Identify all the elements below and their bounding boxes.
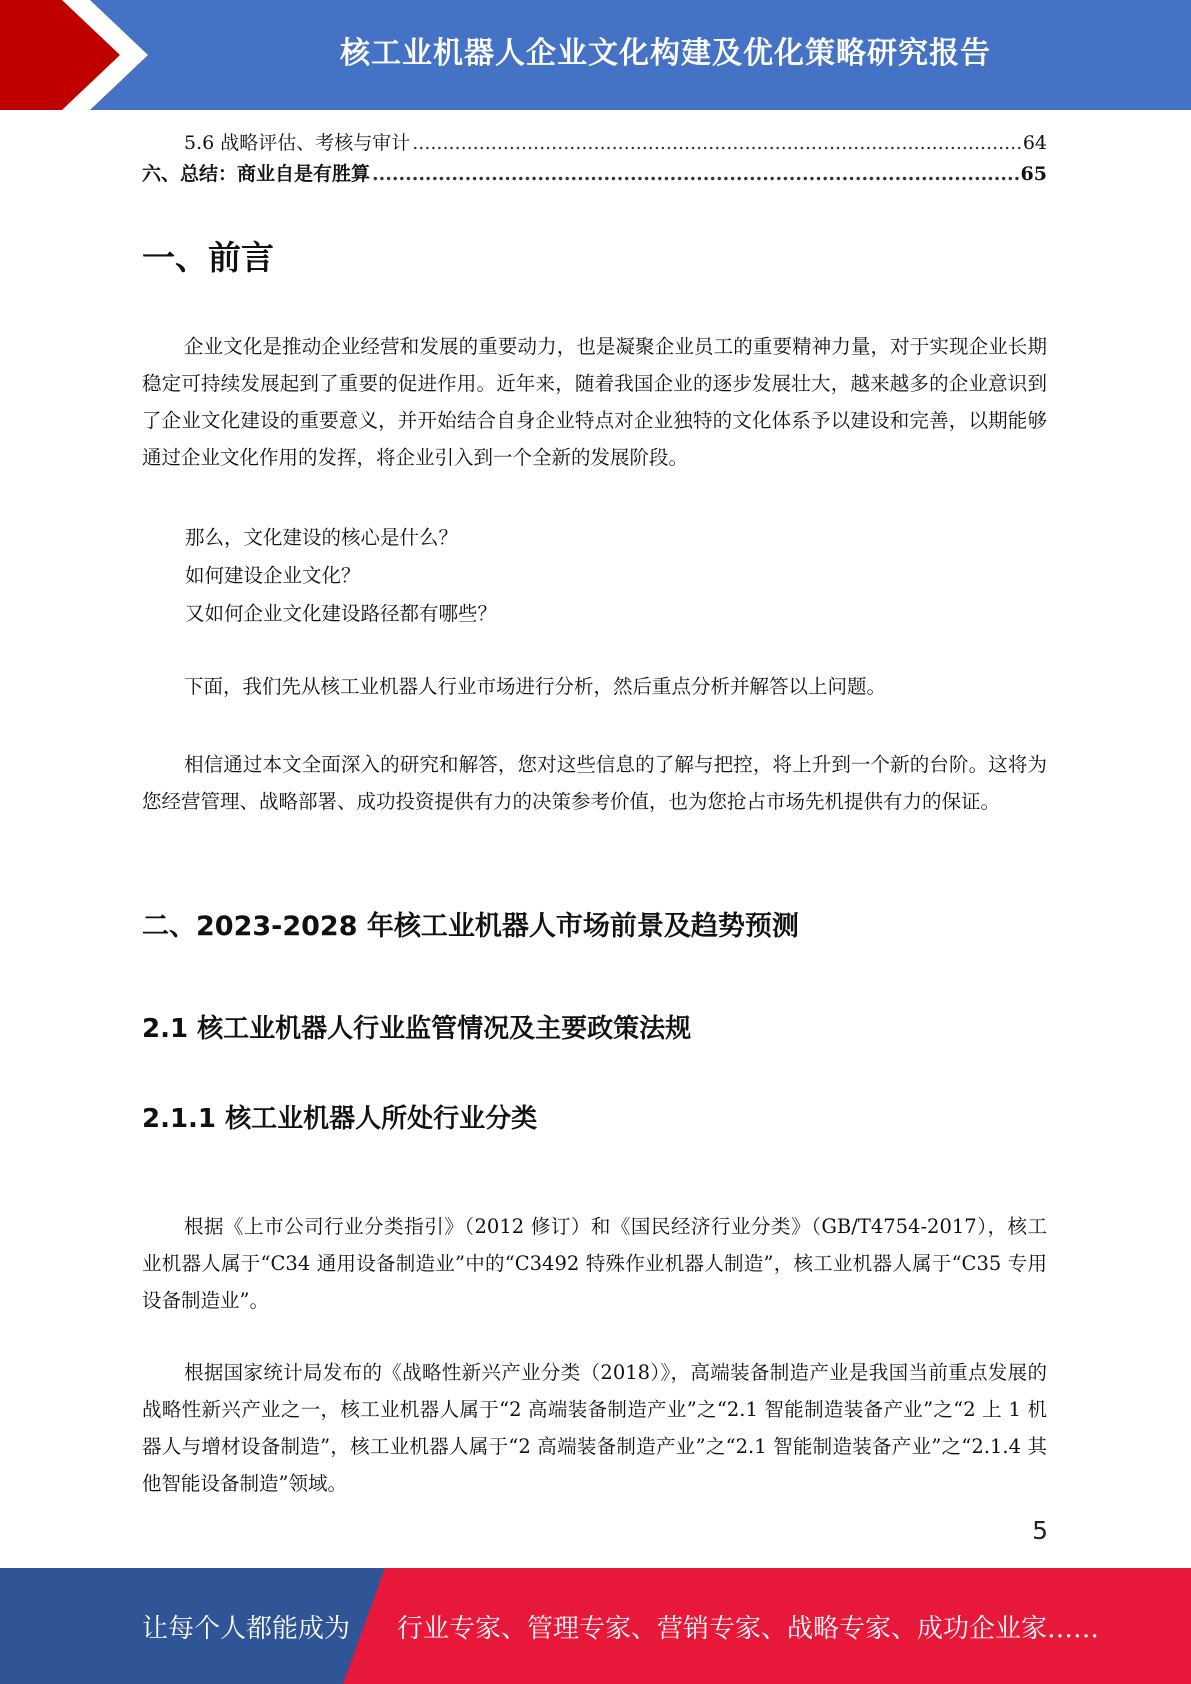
section-2-1-1-paragraph-2: 根据国家统计局发布的《战略性新兴产业分类（2018）》，高端装备制造产业是我国当前重点发展的战略性新兴产业之一，核工业机器人属于“2 高端装备制造产业”之“2.1 智能制造装备产业”之“2 上 1 机器人与增材设备制造”，核工业机器人属于“2 高端装备制造产业”之“2.1 智能制造装备产业”之“2.1.4 其他智能设备制造”领域。 [142, 1361, 1047, 1495]
toc-leader [412, 132, 1021, 154]
toc-item-label: 5.6 战略评估、考核与审计 [184, 132, 411, 154]
question-line-3: 又如何企业文化建设路径都有哪些？ [185, 602, 498, 625]
table-of-contents [142, 128, 1047, 190]
toc-item-page: 65 [1020, 163, 1047, 185]
foreword-paragraph-1: 企业文化是推动企业经营和发展的重要动力，也是凝聚企业员工的重要精神力量，对于实现企业长期稳定可持续发展起到了重要的促进作用。近年来，随着我国企业的逐步发展壮大，越来越多的企业意识到了企业文化建设的重要意义，并开始结合自身企业特点对企业独特的文化体系予以建设和完善，以期能够通过企业文化作用的发挥，将企业引入到一个全新的发展阶段。 [142, 335, 1047, 469]
page-header [0, 0, 1191, 110]
section-2-1-1-paragraph-1: 根据《上市公司行业分类指引》（2012 修订）和《国民经济行业分类》（GB/T4754-2017），核工业机器人属于“C34 通用设备制造业”中的“C3492 特殊作业机器人制造”，核工业机器人属于“C35 专用设备制造业”。 [142, 1215, 1047, 1312]
toc-item-label: 六、总结：商业自是有胜算 [142, 163, 371, 185]
toc-item[interactable] [142, 128, 1047, 159]
question-line-1: 那么，文化建设的核心是什么？ [185, 526, 459, 549]
foreword-paragraph-2: 下面，我们先从核工业机器人行业市场进行分析，然后重点分析并解答以上问题。 [184, 675, 887, 698]
footer-slogan-left: 让每个人都能成为 [142, 1613, 351, 1644]
page-number: 5 [1032, 1516, 1048, 1545]
foreword-heading: 一、前言 [142, 238, 274, 277]
header-title: 核工业机器人企业文化构建及优化策略研究报告 [340, 36, 991, 71]
toc-item-page: 64 [1022, 132, 1047, 154]
page-footer [0, 1568, 1191, 1684]
foreword-paragraph-3: 相信通过本文全面深入的研究和解答，您对这些信息的了解与把控，将上升到一个新的台阶。这将为您经营管理、战略部署、成功投资提供有力的决策参考价值，也为您抢占市场先机提供有力的保证。 [142, 753, 1047, 813]
toc-leader [372, 163, 1019, 185]
question-line-2: 如何建设企业文化？ [185, 564, 361, 587]
toc-item[interactable] [142, 159, 1047, 190]
chapter-2-heading: 二、2023-2028 年核工业机器人市场前景及趋势预测 [142, 911, 799, 942]
section-2-1-1-heading: 2.1.1 核工业机器人所处行业分类 [142, 1104, 538, 1134]
footer-slogan-right: 行业专家、管理专家、营销专家、战略专家、成功企业家…… [397, 1613, 1100, 1644]
section-2-1-heading: 2.1 核工业机器人行业监管情况及主要政策法规 [142, 1014, 692, 1044]
